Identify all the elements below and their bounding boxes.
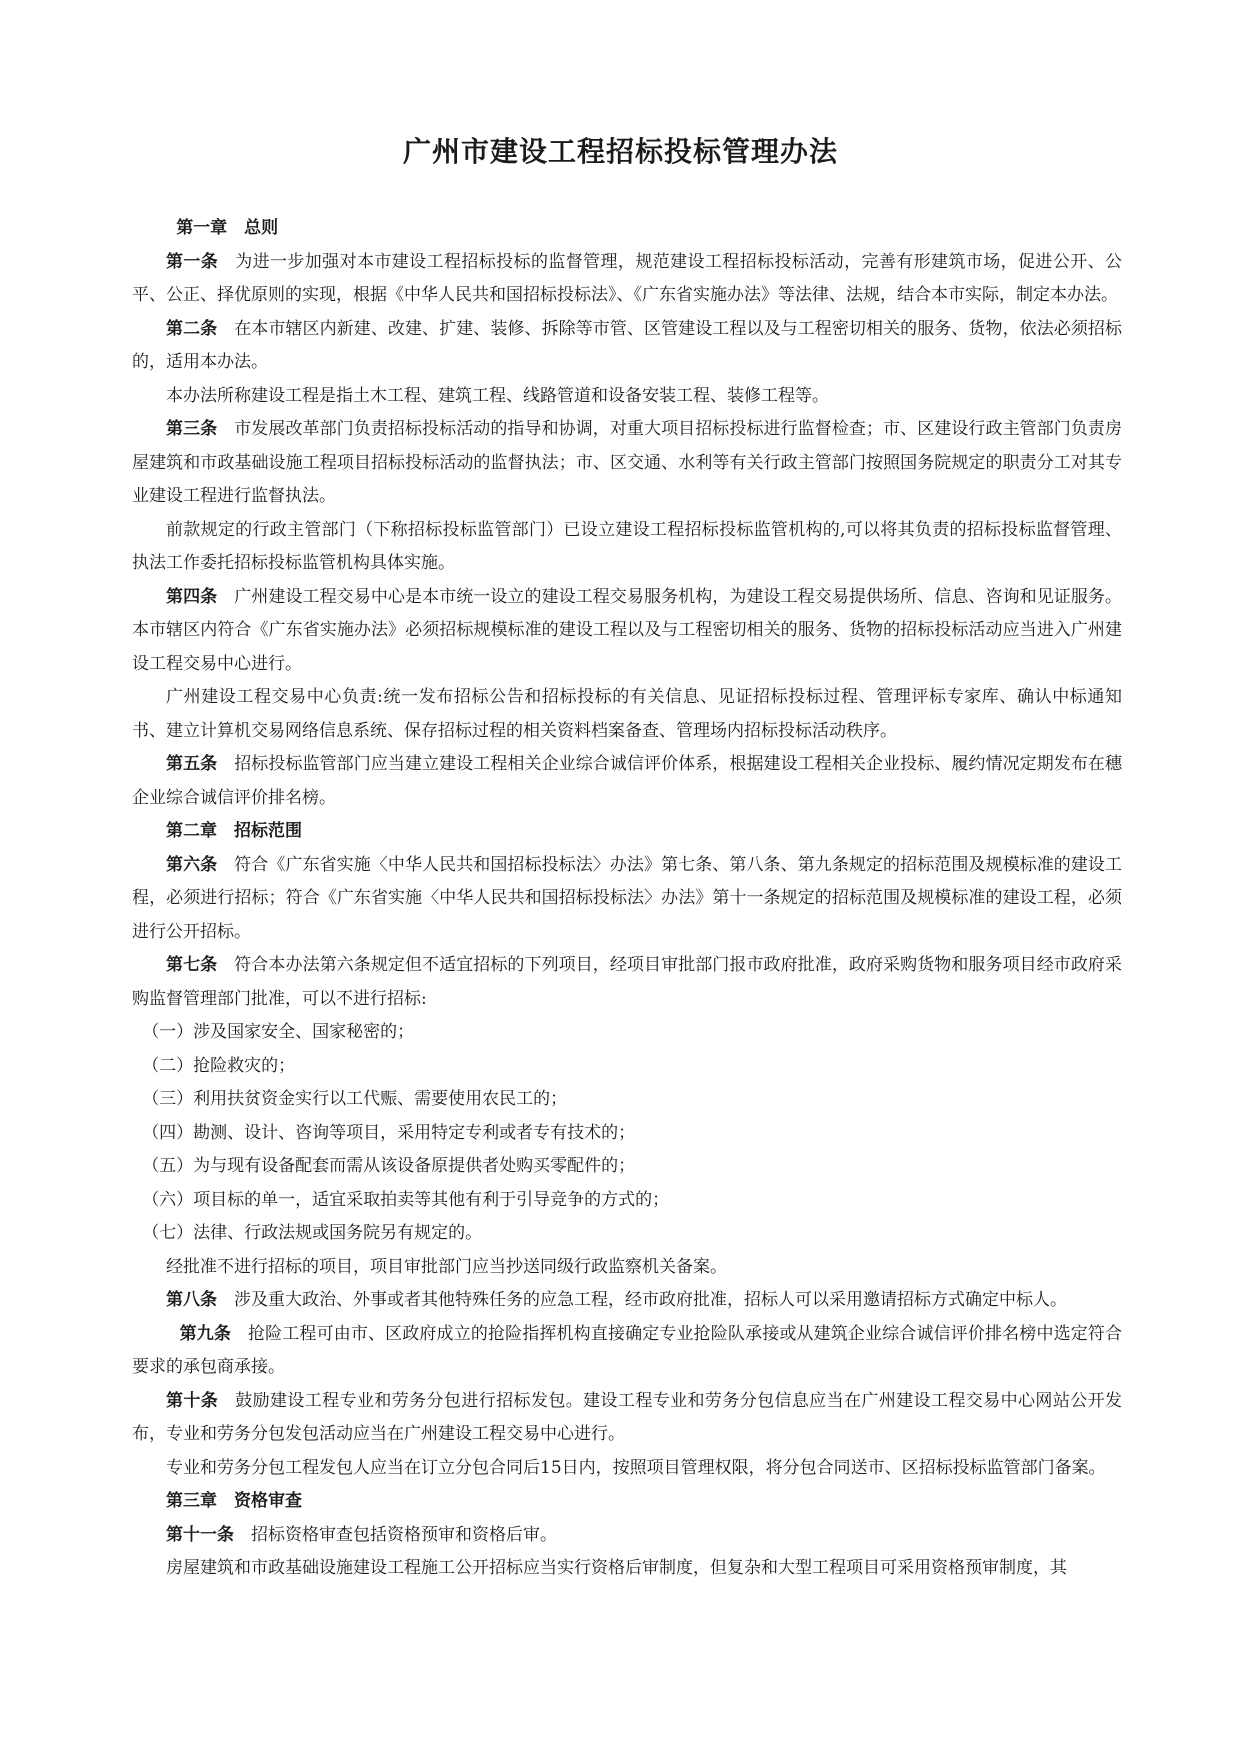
paragraph-text: 涉及重大政治、外事或者其他特殊任务的应急工程，经市政府批准，招标人可以采用邀请招标方式确定中标人。: [234, 1290, 1067, 1310]
list-item: [132, 1184, 1122, 1218]
list-item: [132, 1050, 1122, 1084]
paragraph-text: 第二章 招标范围: [166, 821, 302, 841]
paragraph-text: 第一章 总则: [176, 218, 279, 238]
article-paragraph: [132, 1519, 1122, 1553]
article-paragraph: [132, 246, 1122, 313]
paragraph-text: 广州建设工程交易中心负责:统一发布招标公告和招标投标的有关信息、见证招标投标过程、管理评标专家库、确认中标通知书、建立计算机交易网络信息系统、保存招标过程的相关资料档案备查、管理场内招标投标活动秩序。: [132, 687, 1122, 741]
paragraph-text: 第三章 资格审查: [166, 1491, 302, 1511]
article-paragraph: [132, 581, 1122, 682]
article-number: 第四条: [166, 586, 218, 607]
paragraph-text: 符合《广东省实施〈中华人民共和国招标投标法〉办法》第七条、第八条、第九条规定的招标范围及规模标准的建设工程，必须进行招标；符合《广东省实施〈中华人民共和国招标投标法〉办法》第十一条规定的招标范围及规模标准的建设工程，必须进行公开招标。: [132, 854, 1123, 942]
article-number: 第七条: [166, 955, 218, 975]
list-item: [132, 1150, 1122, 1184]
article-paragraph: [132, 1284, 1122, 1318]
article-paragraph: [132, 748, 1122, 815]
paragraph-text: 招标投标监管部门应当建立建设工程相关企业综合诚信评价体系，根据建设工程相关企业投标、履约情况定期发布在穗企业综合诚信评价排名榜。: [132, 754, 1123, 808]
paragraph-text: 抢险工程可由市、区政府成立的抢险指挥机构直接确定专业抢险队承接或从建筑企业综合诚信评价排名榜中选定符合要求的承包商承接。: [132, 1323, 1123, 1377]
list-item: [132, 1217, 1122, 1251]
list-item: [132, 1083, 1122, 1117]
article-number: 第八条: [166, 1290, 217, 1310]
paragraph-text: （一）涉及国家安全、国家秘密的；: [142, 1022, 415, 1042]
paragraph-text: 招标资格审查包括资格预审和资格后审。: [251, 1524, 557, 1545]
paragraph-text: 广州建设工程交易中心是本市统一设立的建设工程交易服务机构，为建设工程交易提供场所、信息、咨询和见证服务。本市辖区内符合《广东省实施办法》必须招标规模标准的建设工程以及与工程密切相关的服务、货物的招标投标活动应当进入广州建设工程交易中心进行。: [132, 586, 1123, 674]
paragraph-text: 市发展改革部门负责招标投标活动的指导和协调，对重大项目招标投标进行监督检查；市、区建设行政主管部门负责房屋建筑和市政基础设施工程项目招标投标活动的监督执法；市、区交通、水利等有关行政主管部门按照国务院规定的职责分工对其专业建设工程进行监督执法。: [132, 419, 1123, 506]
article-paragraph: [132, 1318, 1122, 1385]
article-number: 第六条: [166, 854, 218, 875]
paragraph-text: 符合本办法第六条规定但不适宜招标的下列项目，经项目审批部门报市政府批准，政府采购货物和服务项目经市政府采购监督管理部门批准，可以不进行招标:: [132, 955, 1123, 1009]
paragraph-text: （五）为与现有设备配套而需从该设备原提供者处购买零配件的；: [142, 1156, 636, 1176]
article-number: 第五条: [166, 754, 218, 774]
chapter-heading: [132, 212, 1122, 246]
article-number: 第二条: [166, 318, 218, 339]
body-paragraph: [132, 1552, 1122, 1586]
chapter-heading: [132, 815, 1122, 849]
body-paragraph: [132, 1452, 1122, 1486]
article-number: 第十条: [166, 1390, 219, 1411]
paragraph-text: （四）勘测、设计、咨询等项目，采用特定专利或者专有技术的；: [142, 1122, 636, 1143]
paragraph-text: （六）项目标的单一，适宜采取拍卖等其他有利于引导竞争的方式的；: [142, 1189, 670, 1210]
paragraph-text: 为进一步加强对本市建设工程招标投标的监督管理，规范建设工程招标投标活动，完善有形建筑市场，促进公开、公平、公正、择优原则的实现，根据《中华人民共和国招标投标法》、《广东省实施办法》等法律、法规，结合本市实际，制定本办法。: [132, 251, 1123, 305]
article-number: 第十一条: [166, 1524, 234, 1545]
chapter-heading: [132, 1485, 1122, 1519]
paragraph-text: （七）法律、行政法规或国务院另有规定的。: [142, 1223, 483, 1243]
article-number: 第三条: [166, 419, 218, 439]
article-paragraph: [132, 313, 1122, 380]
document-body: [132, 212, 1122, 1586]
article-paragraph: [132, 949, 1122, 1016]
paragraph-text: 在本市辖区内新建、改建、扩建、装修、拆除等市管、区管建设工程以及与工程密切相关的服务、货物，依法必须招标的，适用本办法。: [132, 318, 1123, 372]
paragraph-text: （三）利用扶贫资金实行以工代赈、需要使用农民工的；: [142, 1089, 568, 1109]
body-paragraph: [132, 380, 1122, 414]
paragraph-text: 专业和劳务分包工程发包人应当在订立分包合同后15日内，按照项目管理权限，将分包合同送市、区招标投标监管部门备案。: [166, 1457, 1106, 1478]
article-paragraph: [132, 1385, 1122, 1452]
list-item: [132, 1016, 1122, 1050]
paragraph-text: （二）抢险救灾的；: [142, 1055, 296, 1076]
paragraph-text: 房屋建筑和市政基础设施建设工程施工公开招标应当实行资格后审制度，但复杂和大型工程项目可采用资格预审制度，其: [166, 1558, 1067, 1578]
body-paragraph: [132, 514, 1122, 581]
paragraph-text: 经批准不进行招标的项目，项目审批部门应当抄送同级行政监察机关备案。: [166, 1256, 727, 1277]
article-paragraph: [132, 413, 1122, 514]
document-title: 广州市建设工程招标投标管理办法: [402, 135, 838, 168]
article-number: 第一条: [166, 251, 219, 272]
paragraph-text: 前款规定的行政主管部门（下称招标投标监管部门）已设立建设工程招标投标监管机构的,可以将其负责的招标投标监督管理、执法工作委托招标投标监管机构具体实施。: [132, 519, 1122, 573]
article-paragraph: [132, 849, 1122, 950]
article-number: 第九条: [179, 1323, 232, 1344]
paragraph-text: 本办法所称建设工程是指土木工程、建筑工程、线路管道和设备安装工程、装修工程等。: [166, 385, 829, 406]
list-item: [132, 1117, 1122, 1151]
paragraph-text: 鼓励建设工程专业和劳务分包进行招标发包。建设工程专业和劳务分包信息应当在广州建设工程交易中心网站公开发布，专业和劳务分包发包活动应当在广州建设工程交易中心进行。: [132, 1390, 1123, 1444]
body-paragraph: [132, 1251, 1122, 1285]
body-paragraph: [132, 681, 1122, 748]
